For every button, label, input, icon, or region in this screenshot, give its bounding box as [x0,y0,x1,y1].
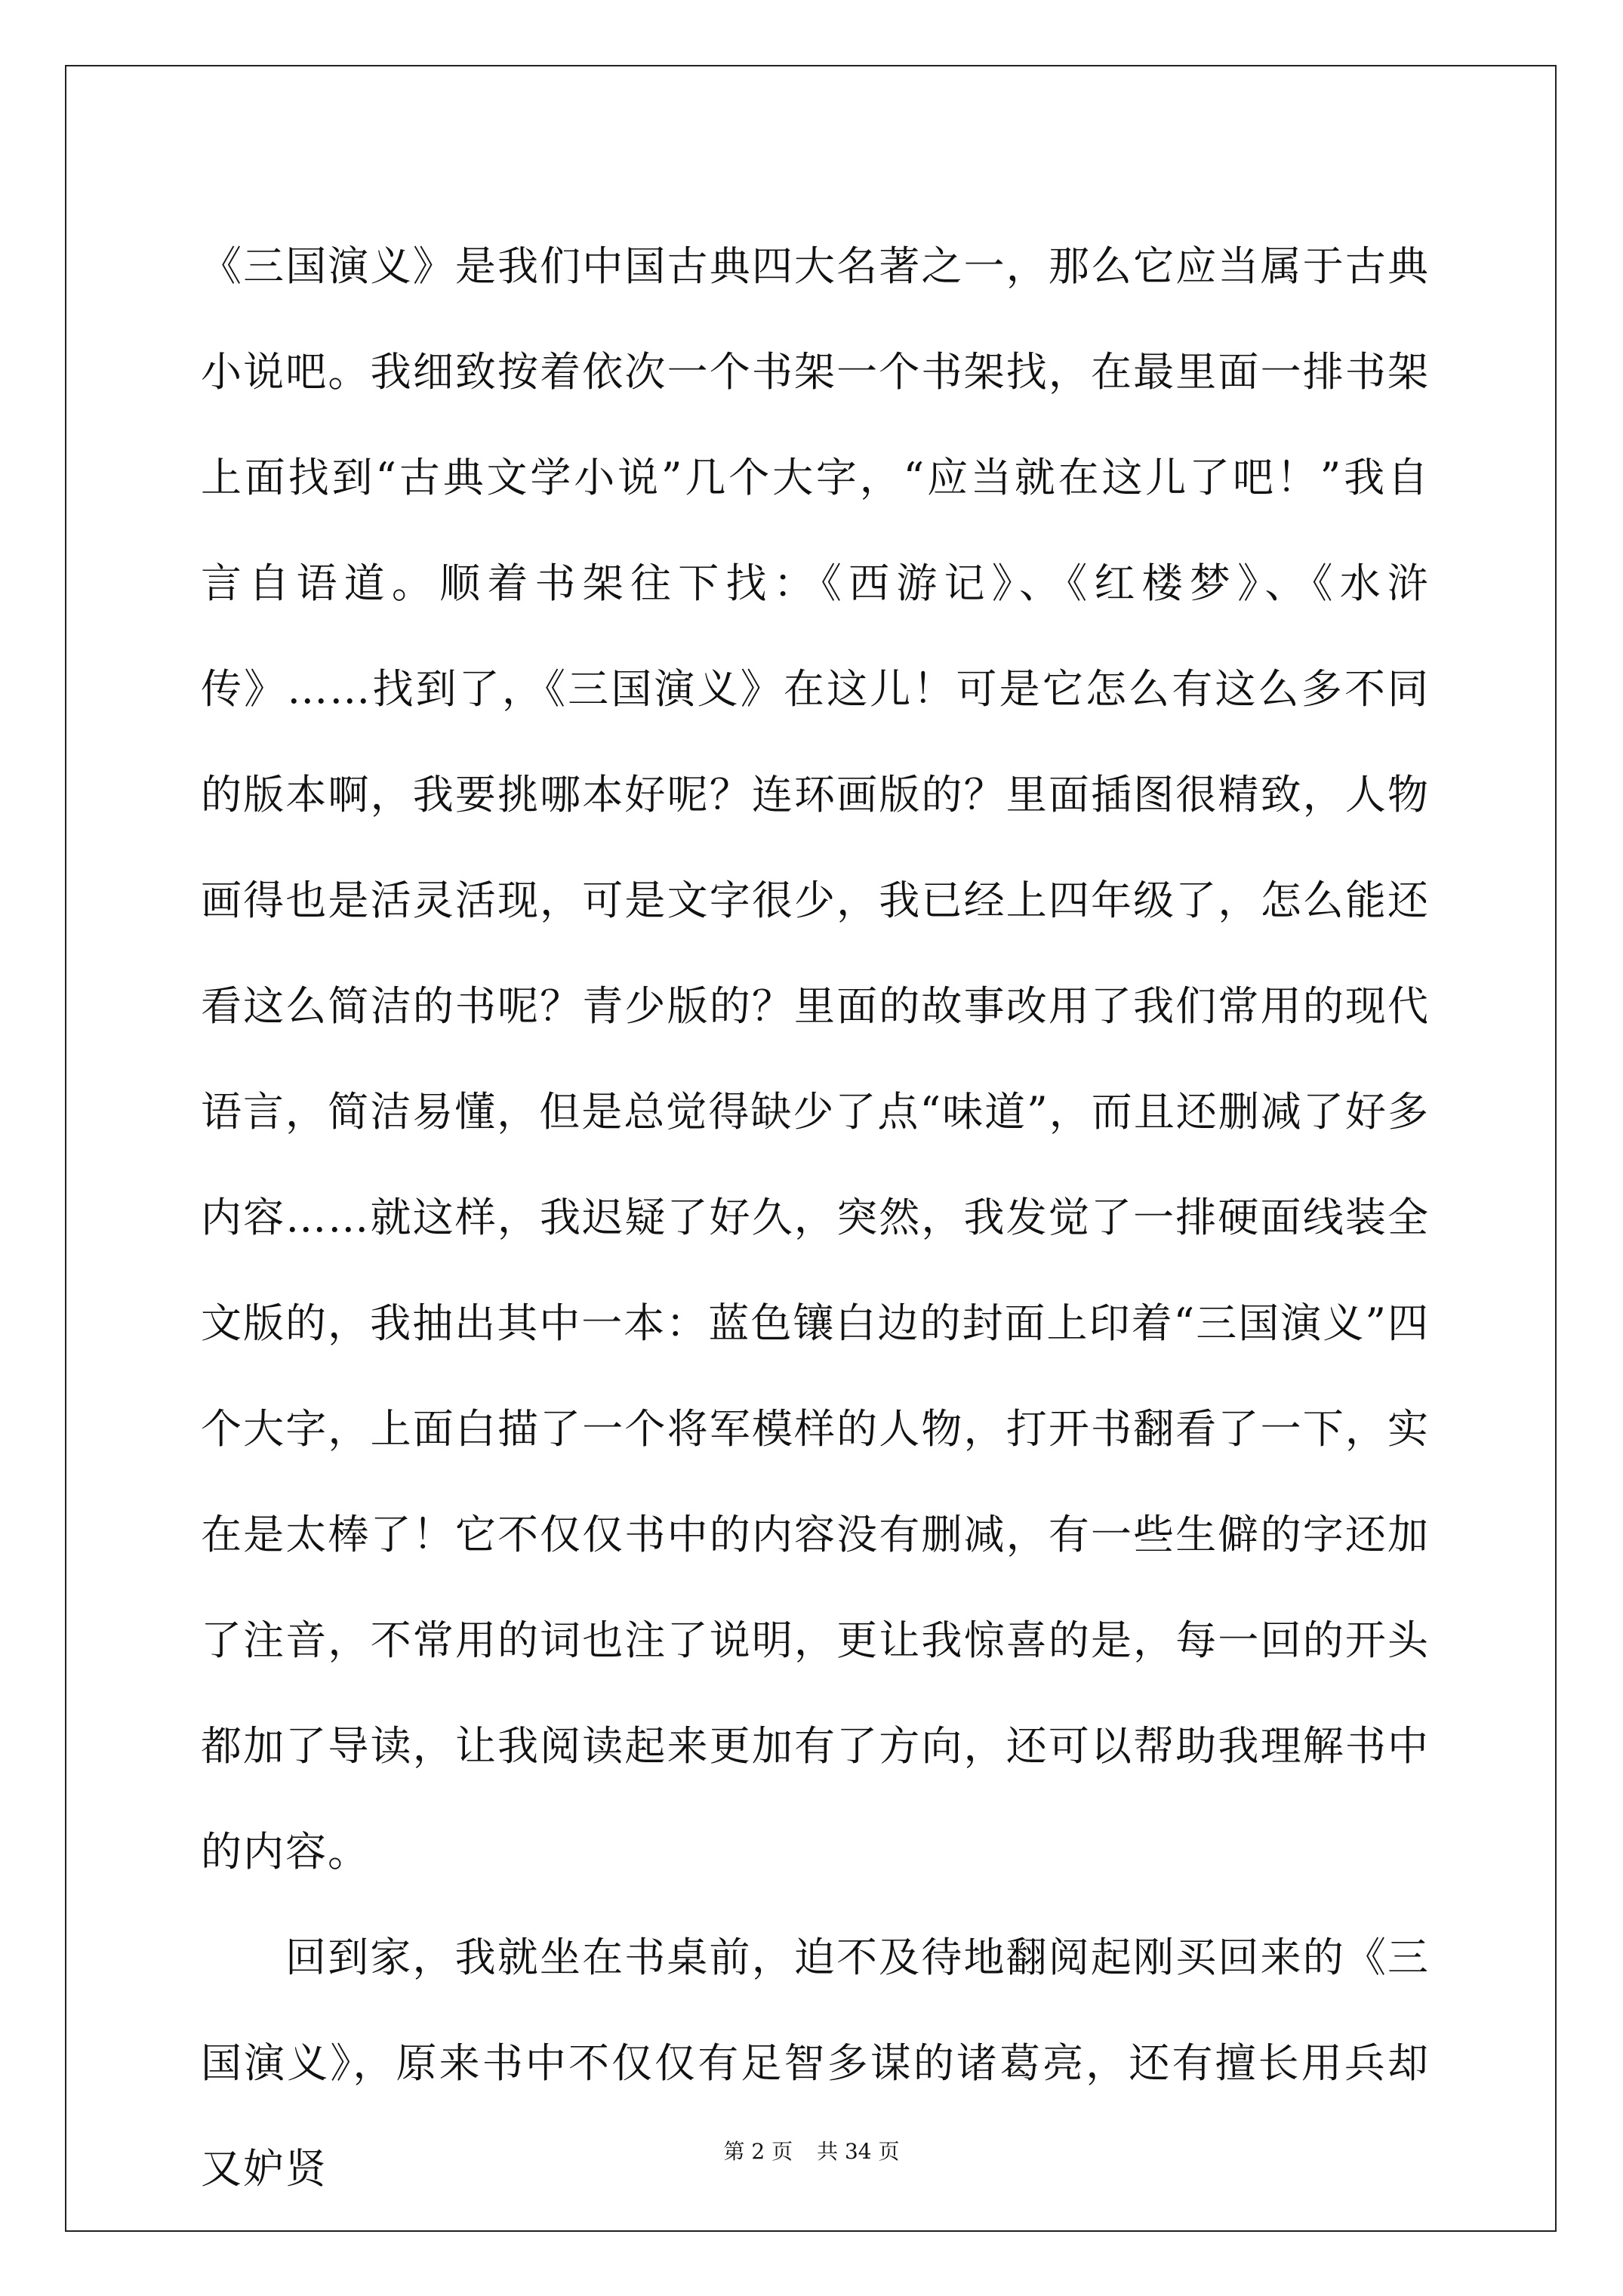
page-total: 共 34 页 [817,2139,900,2164]
paragraph-1: 《三国演义》是我们中国古典四大名著之一，那么它应当属于古典小说吧。我细致按着依次一个书架一个书架找，在最里面一排书架上面找到“古典文学小说”几个大字，“应当就在这儿了吧！”我自言自语道。顺着书架往下找：《西游记》、《红楼梦》、《水浒传》……找到了，《三国演义》在这儿！可是它怎么有这么多不同的版本啊，我要挑哪本好呢？连环画版的？里面插图很精致，人物画得也是活灵活现，可是文字很少，我已经上四年级了，怎么能还看这么简洁的书呢？青少版的？里面的故事改用了我们常用的现代语言，简洁易懂，但是总觉得缺少了点“味道”，而且还删减了好多内容……就这样，我迟疑了好久，突然，我发觉了一排硬面线装全文版的，我抽出其中一本：蓝色镶白边的封面上印着“三国演义”四个大字，上面白描了一个将军模样的人物，打开书翻看了一下，实在是太棒了！它不仅仅书中的内容没有删减，有一些生僻的字还加了注音，不常用的词也注了说明，更让我惊喜的是，每一回的开头都加了导读，让我阅读起来更加有了方向，还可以帮助我理解书中的内容。 [201,242,1430,1875]
page-number: 第 2 页 [723,2139,793,2164]
paragraph-2: 回到家，我就坐在书桌前，迫不及待地翻阅起刚买回来的《三国演义》，原来书中不仅仅有足智多谋的诸葛亮，还有擅长用兵却又妒贤 [201,1934,1430,2193]
page-footer [0,2137,1623,2167]
document-body [201,214,1430,2222]
